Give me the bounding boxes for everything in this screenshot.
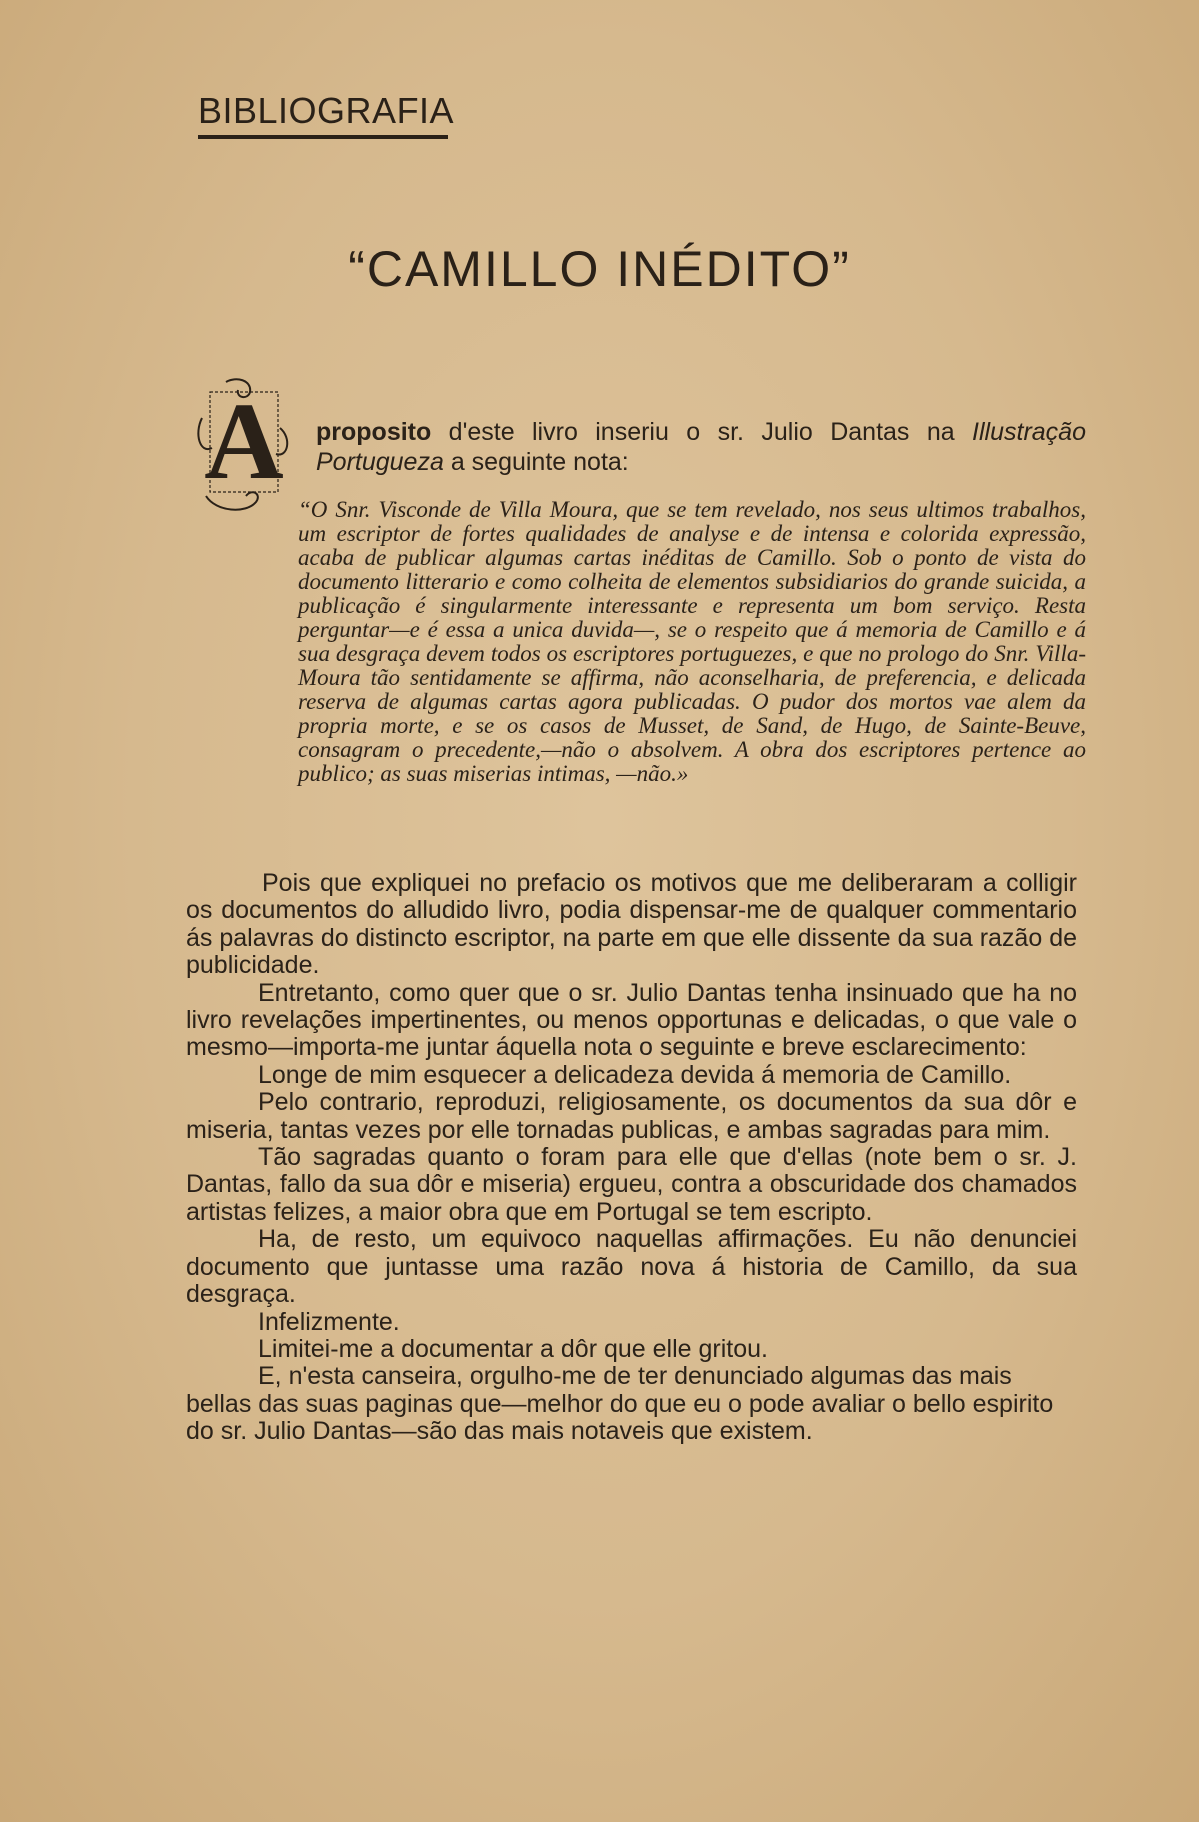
- intro-text: d'este livro inseriu o sr. Julio Dantas na: [431, 418, 973, 446]
- paragraph: Pois que expliquei no prefacio os motivos que me deliberaram a colligir os documentos do alludido livro, podia dispensar-me de qualquer commentario ás palavras do distincto escriptor, na parte em que elle dissente da sua razão de publicidade.: [186, 869, 1077, 980]
- quoted-note: “O Snr. Visconde de Villa Moura, que se tem revelado, nos seus ultimos trabalhos, um escriptor de fortes qualidades de analyse e de intensa e colorida expressão, acaba de publicar algumas cartas inéditas de Camillo. Sob o ponto de vista do documento litterario e como colheita de elementos subsidiarios do grande suicida, a publicação é singularmente interessante e representa um bom serviço. Resta perguntar—e é essa a unica duvida—, se o respeito que á memoria de Camillo e á sua desgraça devem todos os escriptores portuguezes, e que no prologo do Snr. Villa-Moura tão sentidamente se affirma, não aconselharia, de preferencia, e delicada reserva de algumas cartas agora publicadas. O pudor dos mortos vae alem da propria morte, e se os casos de Musset, de Sand, de Hugo, de Sainte-Beuve, consagram o precedente,—não o absolvem. A obra dos escriptores pertence ao publico; as suas miserias intimas, —não.»: [298, 497, 1086, 786]
- body-text: [186, 870, 1077, 1446]
- intro-text-end: a seguinte nota:: [443, 448, 629, 476]
- publication-title: Illustração Portugueza: [316, 418, 1086, 476]
- paragraph: Tão sagradas quanto o foram para elle que d'ellas (note bem o sr. J. Dantas, fallo da sua dôr e miseria) ergueu, contra a obscuridade dos chamados artistas felizes, a maior obra que em Portugal se tem escripto.: [186, 1143, 1077, 1226]
- paragraph: Ha, de resto, um equivoco naquellas affirmações. Eu não denunciei documento que juntasse uma razão nova á historia de Camillo, da sua desgraça.: [186, 1225, 1077, 1309]
- paragraph: Pelo contrario, reproduzi, religiosamente, os documentos da sua dôr e miseria, tantas vezes por elle tornadas publicas, e ambas sagradas para mim.: [186, 1088, 1077, 1144]
- ornamental-dropcap-a: [196, 378, 292, 516]
- paragraph: E, n'esta canseira, orgulho-me de ter denunciado algumas das mais bellas das suas paginas que—melhor do que eu o pode avaliar o bello espirito do sr. Julio Dantas—são das mais notaveis que existem.: [186, 1362, 1054, 1446]
- dropcap-letter: A: [204, 380, 284, 502]
- paragraph: Longe de mim esquecer a delicadeza devida á memoria de Camillo.: [258, 1060, 1012, 1089]
- intro-bold-word: proposito: [316, 418, 432, 446]
- article-title: “CAMILLO INÉDITO”: [348, 241, 851, 297]
- section-heading-rule: [198, 135, 448, 139]
- paragraph: Infelizmente.: [258, 1307, 400, 1336]
- paragraph: Entretanto, como quer que o sr. Julio Dantas tenha insinuado que ha no livro revelações impertinentes, ou menos opportunas e delicadas, o que vale o mesmo—importa-me juntar áquella nota o seguinte e breve esclarecimento:: [186, 978, 1077, 1062]
- section-heading: BIBLIOGRAFIA: [198, 90, 455, 131]
- paragraph: Limitei-me a documentar a dôr que elle gritou.: [258, 1334, 768, 1363]
- intro-paragraph: [316, 417, 1086, 477]
